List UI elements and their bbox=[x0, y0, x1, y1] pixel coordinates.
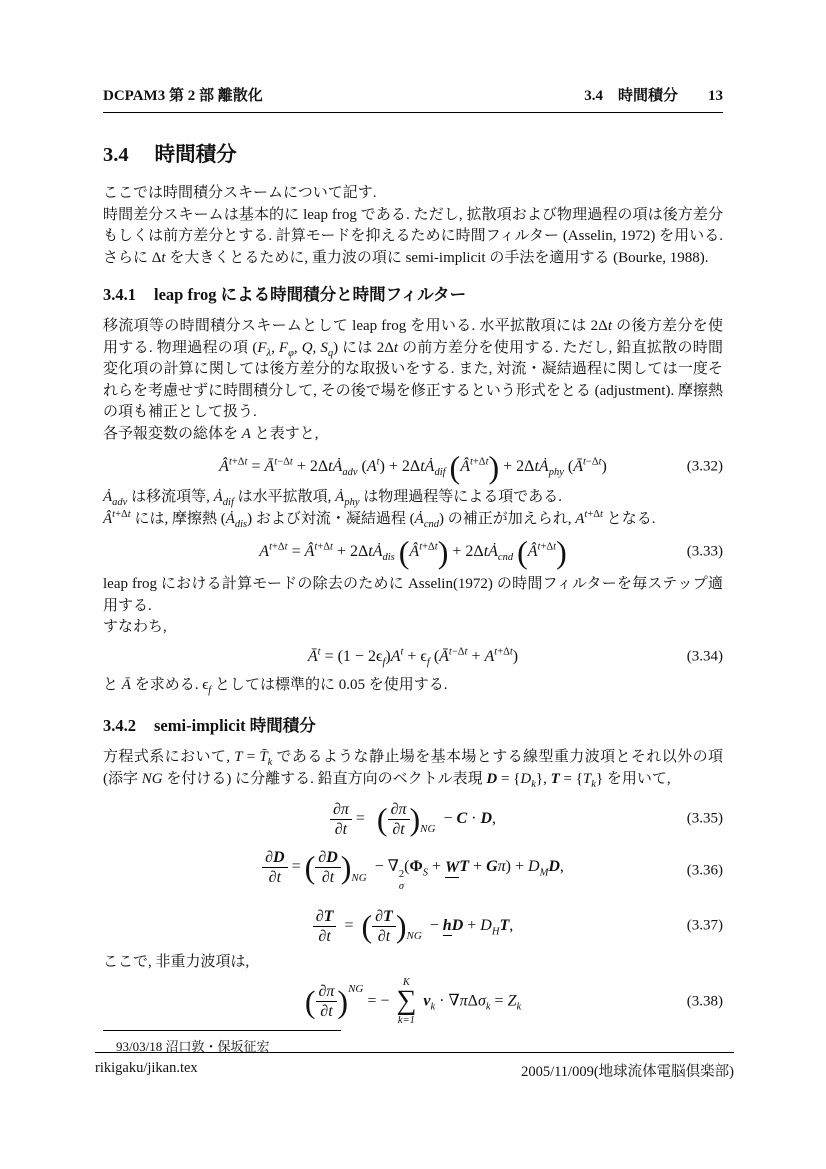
running-header bbox=[103, 84, 723, 113]
page-footer bbox=[95, 1052, 734, 1081]
equation-3-38-body: ( $\frac{\partial\pi}{\partial t}$ )$^{NG}$ = − K ∑ k=1 $v_k \cdot \nabla\pi\Delta\sigma_k = Z_k$ bbox=[304, 976, 522, 1026]
equation-3-33-number: (3.33) bbox=[686, 543, 723, 560]
equation-3-32-body: $Â^{t+\Delta t}$ = $Ā^{t-\Delta t}$ + 2ΔtȦ$_{adv}$ $(A^t)$ + 2ΔtȦ$_{dif}$ $(Â^{t+\Delta t})$ + 2ΔtȦ$_{phy}$ $(Ā^{t-\Delta t})$ bbox=[219, 449, 607, 486]
equation-3-32 bbox=[103, 449, 723, 486]
equation-3-38-number: (3.38) bbox=[686, 993, 723, 1009]
subsection-title-342: semi-implicit 時間積分 bbox=[154, 716, 316, 735]
running-header-left: DCPAM3 第 2 部 離散化 bbox=[103, 88, 263, 104]
paragraph-overview: 時間差分スキームは基本的に leap frog である. ただし, 拡散項および物理過程の項は後方差分もしくは前方差分とする. 計算モードを抑えるために時間フィルター (Asselin, 1972) を用いる. さらに Δt を大きくとるために, 重力波の項に semi-implicit の手法を適用する (Bourke, 1988). bbox=[103, 206, 723, 266]
equation-3-34-body: $Ā^t = (1 - 2\epsilon_f)A^t + \epsilon_f$ $(Ā^{t-\Delta t} + A^{t+\Delta t})$ bbox=[307, 646, 519, 668]
footnote-text: 93/03/18 沼口敦・保坂征宏 bbox=[116, 1038, 270, 1054]
equation-3-36-body: $\frac{\partial D}{\partial t}$ = ( $\frac{\partial D}{\partial t}$ )$_{NG}$ − ∇ 2 σ ($\Phi_S$ + WT + $G\pi) + D_MD$, bbox=[262, 849, 564, 892]
equation-3-32-number: (3.32) bbox=[686, 458, 723, 475]
subsection-number-342: 3.4.2 bbox=[103, 716, 136, 735]
equation-3-35-number: (3.35) bbox=[686, 810, 723, 827]
paragraph-341-terms: $Ȧ_{adv}$ は移流項等, $Ȧ_{dif}$ は水平拡散項, $Ȧ_{phy}$ は物理過程等による項である. $Â^{t+\Delta t}$ には, 摩擦熱 $(Ȧ_{dis})$ および対流・凝結過程 $(Ȧ_{cnd})$ の補正が加えられ, $A^{t+\Delta t}$ となる. bbox=[103, 489, 656, 530]
equation-3-36-number: (3.36) bbox=[686, 862, 723, 879]
equation-3-34 bbox=[103, 644, 723, 670]
paragraph-341-sunawachi: すなわち, bbox=[103, 619, 167, 635]
paragraph-341-filter: leap frog における計算モードの除去のために Asselin(1972) の時間フィルターを毎ステップ適用する. bbox=[103, 576, 723, 614]
paragraph-intro: ここでは時間積分スキームについて記す. bbox=[103, 185, 377, 201]
footer-filename: rikigaku/jikan.tex bbox=[95, 1060, 198, 1076]
subsection-heading-342 bbox=[103, 712, 723, 736]
subsection-heading-341 bbox=[103, 281, 723, 305]
paragraph-341-eps: と Ā を求める. $\epsilon_f$ としては標準的に 0.05 を使用する. bbox=[103, 676, 448, 696]
equation-3-33 bbox=[103, 534, 723, 571]
footnote bbox=[103, 1030, 723, 1055]
page-number: 13 bbox=[708, 88, 723, 104]
running-header-right bbox=[584, 84, 723, 105]
paragraph-341-scheme: 移流項等の時間積分スキームとして leap frog を用いる. 水平拡散項には 2Δt の後方差分を使用する. 物理過程の項 ($F_\lambda$, $F_\varphi$, Q, $S_q$) には 2Δt の前方差分を使用する. ただし, 鉛直拡散の時間変化項の計算に関しては後方差分的な取扱いをする. また, 対流・凝結過程に関しては一度それらを考慮せずに時間積分して, その後で場を修正するという形式をとる (adjustment). 摩擦熱の項も補正として扱う. bbox=[103, 318, 724, 420]
section-title: 時間積分 bbox=[154, 144, 237, 166]
paragraph-342-ng: ここで, 非重力波項は, bbox=[103, 954, 250, 970]
section-heading bbox=[103, 137, 723, 167]
equation-3-33-body: $A^{t+\Delta t}$ = $Â^{t+\Delta t}$ + 2ΔtȦ$_{dis}$ $(Â^{t+\Delta t})$ + 2ΔtȦ$_{cnd}$ $(Â^{t+\Delta t})$ bbox=[259, 534, 567, 571]
equation-3-35-body: $\frac{\partial\pi}{\partial t}$ = ( $\frac{\partial\pi}{\partial t}$ )$_{NG} - C \cdot D$, bbox=[330, 801, 496, 838]
subsection-title-341: leap frog による時間積分と時間フィルター bbox=[154, 285, 467, 304]
section-number: 3.4 bbox=[103, 144, 129, 166]
equation-3-38 bbox=[103, 976, 723, 1028]
equation-3-37-body: $\frac{\partial T}{\partial t}$ = ( $\frac{\partial T}{\partial t}$ )$_{NG}$ − hD + $D_HT$, bbox=[313, 908, 513, 945]
footnote-rule bbox=[103, 1030, 341, 1031]
equation-3-35 bbox=[103, 797, 723, 841]
equation-3-37 bbox=[103, 903, 723, 949]
running-header-section: 3.4 時間積分 bbox=[584, 88, 678, 104]
equation-3-36 bbox=[103, 848, 723, 894]
equation-3-34-number: (3.34) bbox=[686, 648, 723, 664]
paragraph-341-intro-eq: 各予報変数の総体を A と表すと, bbox=[103, 425, 319, 442]
equation-3-37-number: (3.37) bbox=[686, 917, 723, 934]
paragraph-342-separate: 方程式系において, $T = T̄_k$ であるような静止場を基本場とする線型重力波項とそれ以外の項 (添字 NG を付ける) に分離する. 鉛直方向のベクトル表現 $D = \{D_k\}$, $T = \{T_k\}$ を用いて, bbox=[103, 749, 723, 790]
footer-publisher: 2005/11/009(地球流体電脳倶楽部) bbox=[521, 1064, 734, 1080]
subsection-number-341: 3.4.1 bbox=[103, 285, 136, 304]
